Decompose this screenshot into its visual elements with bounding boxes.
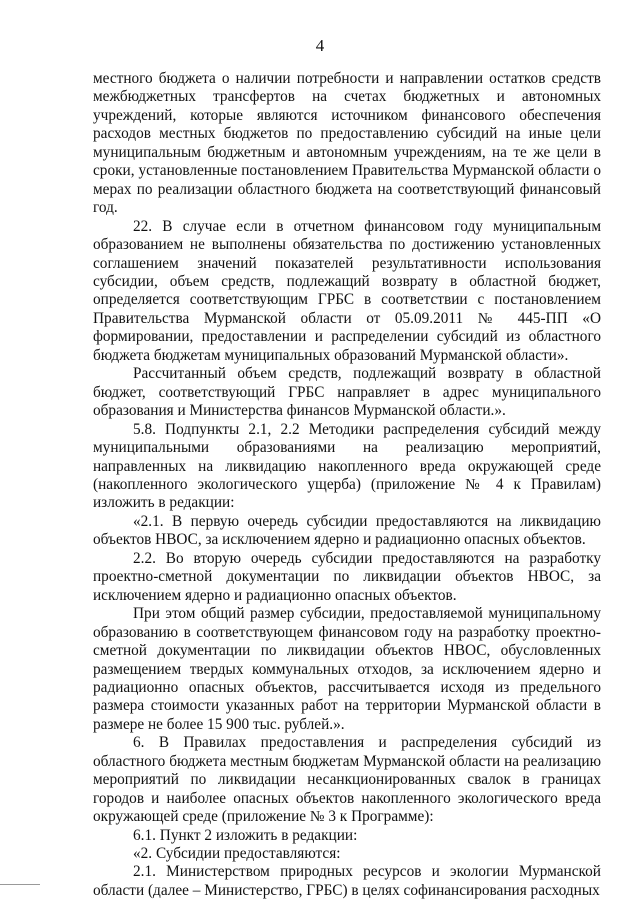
paragraph-subsidies-provided: «2. Субсидии предоставляются:: [133, 845, 341, 863]
paragraph-2-1: «2.1. В первую очередь субсидии предоставляются на ликвидацию объектов НВОС, за исключением ядерно и радиационно опасных объектов.: [93, 512, 601, 549]
paragraph-22: 22. В случае если в отчетном финансовом году муниципальным образованием не выполнены обязательства по достижению установленных соглашением значений показателей результативности использования субсидии, объем средств, подлежащий возврату в областной бюджет, определяется соответствующим ГРБС в соответствии с постановлением Правительства Мурманской области от 05.09.2011 № 445-ПП «О формировании, предоставлении и распределении субсидий из областного бюджета бюджетам муниципальных образований Мурманской области».: [93, 217, 601, 364]
footer-divider: [0, 884, 40, 885]
paragraph-2-1-ministry: 2.1. Министерством природных ресурсов и экологии Мурманской области (далее – Министерство, ГРБС) в целях софинансирования расходных: [93, 863, 601, 899]
paragraph-6: 6. В Правилах предоставления и распределения субсидий из областного бюджета местным бюджетам Мурманской области на реализацию мероприятий по ликвидации несанкционированных свалок в границах городов и наиболее опасных объектов накопленного экологического вреда окружающей среде (приложение № 3 к Программе):: [93, 734, 601, 826]
paragraph-6-1: 6.1. Пункт 2 изложить в редакции:: [133, 826, 358, 844]
paragraph-continuation: местного бюджета о наличии потребности и направлении остатков средств межбюджетных трансфертов на счетах бюджетных и автономных учреждений, которые являются источником финансового обеспечения расходов местных бюджетов по предоставлению субсидий на иные цели муниципальным бюджетным и автономным учреждениям, на те же цели в сроки, установленные постановлением Правительства Мурманской области о мерах по реализации областного бюджета на соответствующий финансовый год.: [93, 70, 601, 217]
document-body: [93, 70, 601, 900]
paragraph-refund-volume: Рассчитанный объем средств, подлежащий возврату в областной бюджет, соответствующий ГРБС направляет в адрес муниципального образования и Министерства финансов Мурманской области.».: [93, 365, 601, 420]
paragraph-subsidy-limit: При этом общий размер субсидии, предоставляемой муниципальному образованию в соответствующем финансовом году на разработку проектно-сметной документации по ликвидации объектов НВОС, обусловленных размещением твердых коммунальных отходов, за исключением ядерно и радиационно опасных объектов, рассчитывается исходя из предельного размера стоимости указанных работ на территории Мурманской области в размере не более 15 900 тыс. рублей.».: [93, 605, 601, 733]
paragraph-5-8: 5.8. Подпункты 2.1, 2.2 Методики распределения субсидий между муниципальными образованиями на реализацию мероприятий, направленных на ликвидацию накопленного вреда окружающей среде (накопленного экологического ущерба) (приложение № 4 к Правилам) изложить в редакции:: [93, 420, 601, 512]
paragraph-2-2: 2.2. Во вторую очередь субсидии предоставляются на разработку проектно-сметной документации по ликвидации объектов НВОС, за исключением ядерно и радиационно опасных объектов.: [93, 549, 601, 604]
page-number: 4: [315, 36, 325, 55]
